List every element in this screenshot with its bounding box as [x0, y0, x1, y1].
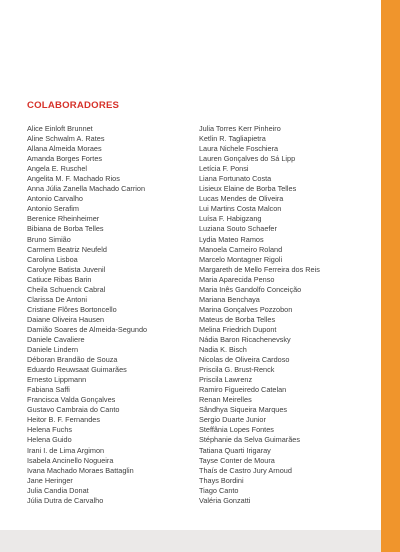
contributor-name: Lisieux Elaine de Borba Telles [199, 184, 297, 194]
contributor-name: Lucas Mendes de Oliveira [199, 194, 284, 204]
contributor-name: Helena Fuchs [27, 425, 73, 435]
contributor-name: Steffânia Lopes Fontes [199, 425, 274, 435]
contributor-name: Tayse Conter de Moura [199, 455, 275, 465]
contributor-name: Carolina Lisboa [27, 254, 78, 264]
contributor-name: Alice Einloft Brunnet [27, 124, 93, 133]
contributor-name: Cheila Schuenck Cabral [27, 284, 106, 294]
contributor-name: Ramiro Figueiredo Catelan [199, 385, 287, 395]
contributor-name: Daiane Oliveira Hausen [27, 314, 105, 324]
contributor-name: Ketlin R. Tagliapietra [199, 134, 266, 144]
contributor-name: Nadia K. Bisch [199, 345, 247, 355]
contributor-name: Julia Candia Donat [27, 485, 89, 495]
contributor-name: Marina Gonçalves Pozzobon [199, 304, 293, 314]
contributor-name: Renan Meirelles [199, 395, 252, 405]
contributor-name: Manoela Carneiro Roland [199, 244, 283, 254]
contributor-name: Jane Heringer [27, 475, 73, 485]
contributor-name: Sândhya Siqueira Marques [199, 405, 288, 415]
contributor-name: Francisca Valda Gonçalves [27, 395, 116, 405]
contributor-name: Clarissa De Antoni [27, 294, 88, 304]
contributor-name: Cristiane Flôres Bortoncello [27, 304, 117, 314]
contributor-name: Liana Fortunato Costa [199, 174, 272, 184]
contributor-name: Melina Friedrich Dupont [199, 324, 277, 334]
contributor-name: Eduardo Reuwsaat Guimarães [27, 365, 127, 375]
contributor-name: Lauren Gonçalves do Sá Lipp [199, 154, 296, 164]
contributor-name: Aline Schwalm A. Rates [27, 134, 105, 144]
contributor-name: Carmem Beatriz Neufeld [27, 244, 107, 254]
contributor-name: Bibiana de Borba Telles [27, 224, 104, 234]
contributor-name: Helena Guido [27, 435, 72, 445]
contributor-name: Priscila G. Brust-Renck [199, 365, 275, 375]
contributors-list-left [27, 124, 195, 506]
contributor-name: Ernesto Lippmann [27, 375, 87, 385]
contributor-name: Carolyne Batista Juvenil [27, 264, 106, 274]
contributor-name: Lydia Mateo Ramos [199, 234, 264, 244]
contributor-name: Lui Martins Costa Malcon [199, 204, 282, 214]
contributor-name: Sergio Duarte Junior [199, 415, 266, 425]
contributor-name: Angelita M. F. Machado Rios [27, 174, 120, 184]
contributor-name: Daniele Lindern [27, 345, 79, 355]
contributor-name: Damião Soares de Almeida-Segundo [27, 324, 148, 334]
contributor-name: Tiago Canto [199, 485, 239, 495]
section-heading: COLABORADORES [27, 100, 120, 111]
contributor-name: Marcelo Montagner Rigoli [199, 254, 283, 264]
contributor-name: Isabela Ancinello Nogueira [27, 455, 114, 465]
contributor-name: Mateus de Borba Telles [199, 314, 276, 324]
contributor-name: Priscila Lawrenz [199, 375, 253, 385]
contributor-name: Anna Júlia Zanella Machado Carrion [27, 184, 146, 194]
contributor-name: Laura Nichele Foschiera [199, 144, 279, 154]
contributor-name: Antonio Carvalho [27, 194, 83, 204]
contributor-name: Antonio Serafim [27, 204, 79, 214]
contributors-list-right [199, 124, 377, 506]
contributor-name: Maria Aparecida Penso [199, 274, 275, 284]
contributor-name: Maria Inês Gandolfo Conceição [199, 284, 302, 294]
accent-band [381, 0, 400, 552]
contributor-name: Stéphanie da Selva Guimarães [199, 435, 301, 445]
contributor-name: Valéria Gonzatti [199, 495, 251, 505]
contributor-name: Allana Almeida Moraes [27, 144, 102, 154]
contributor-name: Júlia Dutra de Carvalho [27, 495, 104, 505]
contributor-name: Tatiana Quarti Irigaray [199, 445, 271, 455]
contributor-name: Mariana Benchaya [199, 294, 260, 304]
contributor-name: Margareth de Mello Ferreira dos Reis [199, 264, 320, 274]
contributor-name: Angela E. Ruschel [27, 164, 88, 174]
contributor-name: Heitor B. F. Fernandes [27, 415, 101, 425]
contributor-name: Nicolas de Oliveira Cardoso [199, 355, 290, 365]
contributor-name: Nádia Baron Ricachenevsky [199, 334, 291, 344]
contributor-name: Fabiana Saffi [27, 385, 70, 395]
page-background-strip [0, 530, 381, 552]
contributor-name: Thays Bordini [199, 475, 244, 485]
contributor-name: Bruno Simião [27, 234, 71, 244]
contributor-name: Ivana Machado Moraes Battaglin [27, 465, 134, 475]
contributor-name: Thaís de Castro Jury Arnoud [199, 465, 292, 475]
contributor-name: Letícia F. Ponsi [199, 164, 249, 174]
contributor-name: Irani I. de Lima Argimon [27, 445, 105, 455]
contributor-name: Luísa F. Habigzang [199, 214, 262, 224]
contributor-name: Julia Torres Kerr Pinheiro [199, 124, 281, 133]
contributor-name: Gustavo Cambraia do Canto [27, 405, 120, 415]
contributor-name: Berenice Rheinheimer [27, 214, 100, 224]
contributor-name: Luziana Souto Schaefer [199, 224, 277, 234]
contributor-name: Daniele Cavaliere [27, 334, 85, 344]
contributor-name: Amanda Borges Fortes [27, 154, 103, 164]
contributor-name: Catiuce Ribas Barin [27, 274, 92, 284]
contributor-name: Déboran Brandão de Souza [27, 355, 118, 365]
